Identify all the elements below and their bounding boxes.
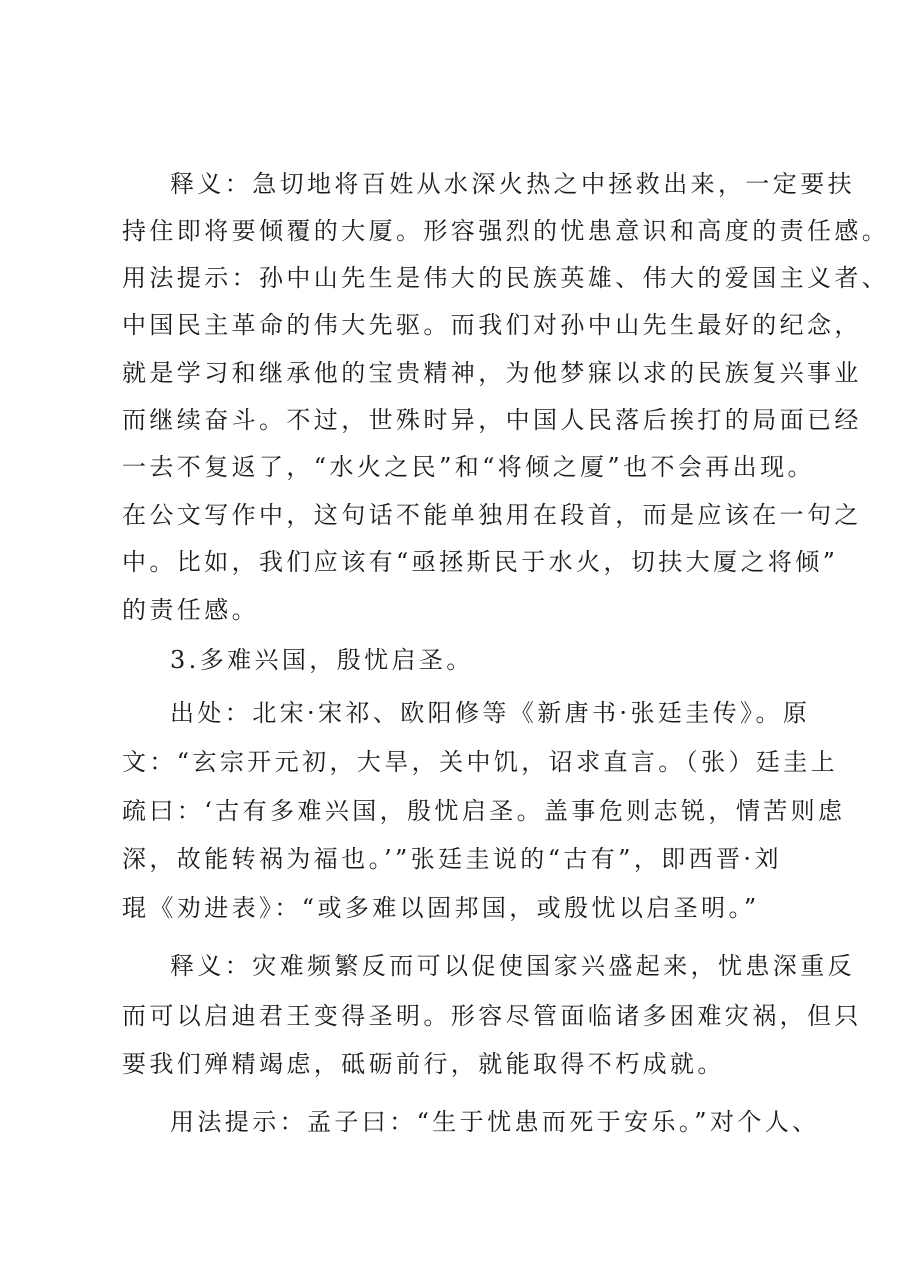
paragraph-line: 而继续奋斗。不过，世殊时异，中国人民落后挨打的局面已经 — [122, 406, 862, 434]
paragraph-line: 持住即将要倾覆的大厦。形容强烈的忧患意识和高度的责任感。 — [122, 217, 890, 245]
paragraph-line: 用法提示：孙中山先生是伟大的民族英雄、伟大的爱国主义者、 — [122, 264, 890, 292]
paragraph-line: 疏曰：‘古有多难兴国，殷忧启圣。盖事危则志锐，情苦则虑 — [122, 797, 846, 825]
paragraph-line: 出处：北宋·宋祁、欧阳修等《新唐书·张廷圭传》。原 — [170, 699, 811, 727]
paragraph-line: 中。比如，我们应该有“亟拯斯民于水火，切扶大厦之将倾” — [122, 548, 839, 576]
paragraph-line: 的责任感。 — [122, 596, 259, 624]
paragraph-line: 琨《劝进表》：“或多难以固邦国，或殷忧以启圣明。” — [122, 894, 760, 922]
paragraph-line: 就是学习和继承他的宝贵精神，为他梦寐以求的民族复兴事业 — [122, 359, 862, 387]
paragraph-line: 释义：灾难频繁反而可以促使国家兴盛起来，忧患深重反 — [170, 952, 855, 980]
paragraph-line: 文：“玄宗开元初，大旱，关中饥，诏求直言。（张）廷圭上 — [122, 748, 839, 776]
section-heading: 3.多难兴国，殷忧启圣。 — [170, 646, 474, 674]
paragraph-line: 而可以启迪君王变得圣明。形容尽管面临诸多困难灾祸，但只 — [122, 1002, 862, 1030]
paragraph-line: 要我们殚精竭虑，砥砺前行，就能取得不朽成就。 — [122, 1050, 725, 1078]
paragraph-line: 在公文写作中，这句话不能单独用在段首，而是应该在一句之 — [122, 501, 862, 529]
paragraph-line: 用法提示：孟子曰：“生于忧患而死于安乐。”对个人、 — [170, 1108, 820, 1136]
paragraph-line: 中国民主革命的伟大先驱。而我们对孙中山先生最好的纪念， — [122, 311, 862, 339]
paragraph-line: 深，故能转祸为福也。’”张廷圭说的“古有”，即西晋·刘 — [122, 845, 782, 873]
paragraph-line: 一去不复返了，“水火之民”和“将倾之厦”也不会再出现。 — [122, 453, 815, 481]
paragraph-line: 释义：急切地将百姓从水深火热之中拯救出来，一定要扶 — [170, 170, 855, 198]
